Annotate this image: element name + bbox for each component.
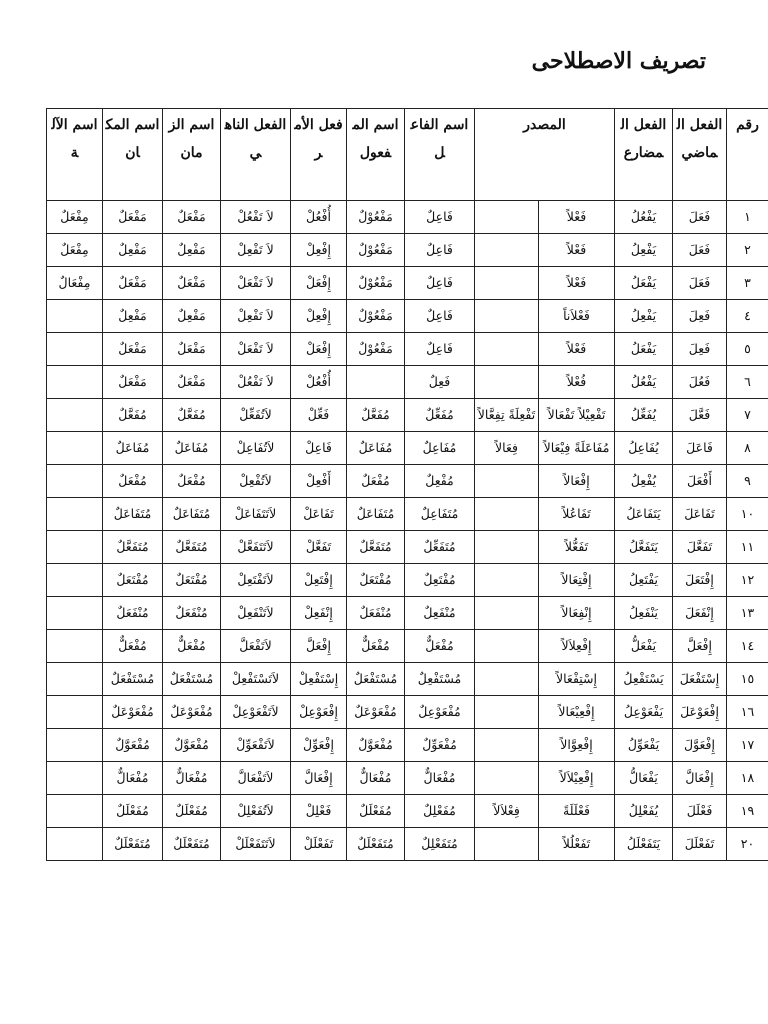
table-row xyxy=(47,399,768,432)
header-present-verb: الفعل المضارع xyxy=(615,109,673,201)
row-number: ٦ xyxy=(727,366,768,399)
noun-of-time-cell: مَفْعِلٌ xyxy=(163,300,221,333)
table-row xyxy=(47,201,768,234)
row-number: ١٤ xyxy=(727,630,768,663)
noun-of-time-cell: مَفْعَلٌ xyxy=(163,366,221,399)
masdar-alt-cell xyxy=(475,663,539,696)
active-participle-cell: مُتَفَاعِلٌ xyxy=(405,498,475,531)
masdar-alt-cell xyxy=(475,465,539,498)
table-row xyxy=(47,828,768,861)
prohibitive-cell: لاَتُفَعِّلْ xyxy=(221,399,291,432)
past-verb-cell: إِفْتَعَلَ xyxy=(673,564,727,597)
masdar-alt-cell xyxy=(475,234,539,267)
noun-of-instrument-cell xyxy=(47,366,103,399)
present-verb-cell: يُفَعْلِلُ xyxy=(615,795,673,828)
masdar-alt-cell xyxy=(475,333,539,366)
header-prohibitive: الفعل الناهي xyxy=(221,109,291,201)
noun-of-instrument-cell: مِفْعَلٌ xyxy=(47,234,103,267)
masdar-alt-cell xyxy=(475,696,539,729)
passive-participle-cell: مُفَاعَلٌ xyxy=(347,432,405,465)
imperative-cell: إِفْتَعِلْ xyxy=(291,564,347,597)
present-verb-cell: يُفْعِلُ xyxy=(615,465,673,498)
noun-of-instrument-cell xyxy=(47,498,103,531)
past-verb-cell: تَفَعْلَلَ xyxy=(673,828,727,861)
noun-of-place-cell: مَفْعَلٌ xyxy=(103,366,163,399)
noun-of-place-cell: مُفَعْلَلٌ xyxy=(103,795,163,828)
imperative-cell: أُفْعُلْ xyxy=(291,366,347,399)
present-verb-cell: يَفْعَوِّلُ xyxy=(615,729,673,762)
prohibitive-cell: لاَتَسْتَفْعِلْ xyxy=(221,663,291,696)
table-row xyxy=(47,795,768,828)
imperative-cell: إِفْعَلْ xyxy=(291,333,347,366)
masdar-alt-cell xyxy=(475,267,539,300)
prohibitive-cell: لاَ تَفْعَلْ xyxy=(221,267,291,300)
passive-participle-cell: مُفْتَعَلٌ xyxy=(347,564,405,597)
table-row xyxy=(47,696,768,729)
masdar-alt-cell xyxy=(475,597,539,630)
noun-of-time-cell: مُفَعْلَلٌ xyxy=(163,795,221,828)
present-verb-cell: يَتَفَعْلَلُ xyxy=(615,828,673,861)
active-participle-cell: فَاعِلٌ xyxy=(405,267,475,300)
passive-participle-cell: مُفَعْلَلٌ xyxy=(347,795,405,828)
table-row xyxy=(47,234,768,267)
present-verb-cell: يَفْعَالُّ xyxy=(615,762,673,795)
prohibitive-cell: لاَتَفْعَوْعِلْ xyxy=(221,696,291,729)
header-masdar: المصدر xyxy=(475,109,615,201)
masdar-main-cell: إِفْعَالاً xyxy=(539,465,615,498)
masdar-alt-cell xyxy=(475,762,539,795)
present-verb-cell: يَفْعُلُ xyxy=(615,201,673,234)
table-row xyxy=(47,432,768,465)
noun-of-time-cell: مُتَفَعَّلٌ xyxy=(163,531,221,564)
masdar-main-cell: فَعْلاً xyxy=(539,201,615,234)
noun-of-place-cell: مُفَاعَلٌ xyxy=(103,432,163,465)
noun-of-time-cell: مُفَاعَلٌ xyxy=(163,432,221,465)
imperative-cell: إِفْعَوْعِلْ xyxy=(291,696,347,729)
tasrif-table xyxy=(46,108,768,861)
prohibitive-cell: لاَتَنْفَعِلْ xyxy=(221,597,291,630)
row-number: ٢٠ xyxy=(727,828,768,861)
prohibitive-cell: لاَتُفَاعِلْ xyxy=(221,432,291,465)
row-number: ١٨ xyxy=(727,762,768,795)
imperative-cell: إِفْعَلَّ xyxy=(291,630,347,663)
passive-participle-cell: مُفْعَوَّلٌ xyxy=(347,729,405,762)
passive-participle-cell: مُفْعَوْعَلٌ xyxy=(347,696,405,729)
noun-of-time-cell: مَفْعِلٌ xyxy=(163,234,221,267)
header-active-participle: اسم الفاعل xyxy=(405,109,475,201)
past-verb-cell: فَعْلَلَ xyxy=(673,795,727,828)
imperative-cell: إِنْفَعِلْ xyxy=(291,597,347,630)
passive-participle-cell: مُفْعَلٌ xyxy=(347,465,405,498)
passive-participle-cell: مُنْفَعَلٌ xyxy=(347,597,405,630)
present-verb-cell: يَفْعُلُ xyxy=(615,366,673,399)
masdar-alt-cell xyxy=(475,366,539,399)
noun-of-instrument-cell xyxy=(47,729,103,762)
past-verb-cell: أَفْعَلَ xyxy=(673,465,727,498)
noun-of-instrument-cell xyxy=(47,432,103,465)
active-participle-cell: فَاعِلٌ xyxy=(405,234,475,267)
passive-participle-cell: مُسْتَفْعَلٌ xyxy=(347,663,405,696)
active-participle-cell: مُفْعَلٌّ xyxy=(405,630,475,663)
masdar-main-cell: إِسْتِفْعَالاً xyxy=(539,663,615,696)
noun-of-time-cell: مُفْعَلٌّ xyxy=(163,630,221,663)
prohibitive-cell: لاَتَفْعَلَّ xyxy=(221,630,291,663)
active-participle-cell: مُفْعَالٌّ xyxy=(405,762,475,795)
table-row xyxy=(47,630,768,663)
present-verb-cell: يَفْعِلُ xyxy=(615,234,673,267)
active-participle-cell: مُتَفَعِّلٌ xyxy=(405,531,475,564)
row-number: ١٥ xyxy=(727,663,768,696)
prohibitive-cell: لاَ تَفْعُلْ xyxy=(221,366,291,399)
table-row xyxy=(47,663,768,696)
masdar-alt-cell xyxy=(475,630,539,663)
masdar-main-cell: فَعْلاً xyxy=(539,267,615,300)
active-participle-cell: فَاعِلٌ xyxy=(405,201,475,234)
header-noun-of-time: اسم الزمان xyxy=(163,109,221,201)
noun-of-instrument-cell xyxy=(47,465,103,498)
imperative-cell: أُفْعُلْ xyxy=(291,201,347,234)
page-title: تصريف الاصطلاحى xyxy=(531,48,706,74)
noun-of-place-cell: مُفْعَالٌّ xyxy=(103,762,163,795)
row-number: ٤ xyxy=(727,300,768,333)
table-row xyxy=(47,564,768,597)
table-row xyxy=(47,597,768,630)
passive-participle-cell: مُفَعَّلٌ xyxy=(347,399,405,432)
passive-participle-cell: مَفْعُوْلٌ xyxy=(347,201,405,234)
active-participle-cell: فَاعِلٌ xyxy=(405,300,475,333)
passive-participle-cell: مُتَفَعْلَلٌ xyxy=(347,828,405,861)
table-row xyxy=(47,300,768,333)
header-imperative: فعل الأمر xyxy=(291,109,347,201)
noun-of-place-cell: مُنْفَعَلٌ xyxy=(103,597,163,630)
noun-of-instrument-cell xyxy=(47,333,103,366)
prohibitive-cell: لاَ تَفْعِلْ xyxy=(221,234,291,267)
past-verb-cell: تَفَاعَلَ xyxy=(673,498,727,531)
header-past-verb: الفعل الماضي xyxy=(673,109,727,201)
imperative-cell: تَفَعْلَلْ xyxy=(291,828,347,861)
prohibitive-cell: لاَ تَفْعُلْ xyxy=(221,201,291,234)
past-verb-cell: فَاعَلَ xyxy=(673,432,727,465)
imperative-cell: إِفْعِلْ xyxy=(291,234,347,267)
row-number: ٢ xyxy=(727,234,768,267)
past-verb-cell: إِفْعَوْعَلَ xyxy=(673,696,727,729)
row-number: ١٣ xyxy=(727,597,768,630)
noun-of-instrument-cell xyxy=(47,564,103,597)
row-number: ١٢ xyxy=(727,564,768,597)
past-verb-cell: فَعَلَ xyxy=(673,201,727,234)
row-number: ٥ xyxy=(727,333,768,366)
past-verb-cell: فَعَّلَ xyxy=(673,399,727,432)
noun-of-time-cell: مُفْعَلٌ xyxy=(163,465,221,498)
header-noun-of-place: اسم المكان xyxy=(103,109,163,201)
imperative-cell: إِفْعَلْ xyxy=(291,267,347,300)
noun-of-instrument-cell xyxy=(47,531,103,564)
row-number: ٨ xyxy=(727,432,768,465)
row-number: ١٩ xyxy=(727,795,768,828)
header-number: رقم xyxy=(727,109,768,201)
prohibitive-cell: لاَتَفْعَالَّ xyxy=(221,762,291,795)
imperative-cell: إِفْعَوِّلْ xyxy=(291,729,347,762)
imperative-cell: تَفَعَّلْ xyxy=(291,531,347,564)
masdar-alt-cell xyxy=(475,300,539,333)
row-number: ١٧ xyxy=(727,729,768,762)
past-verb-cell: فَعَلَ xyxy=(673,234,727,267)
noun-of-time-cell: مُفْتَعَلٌ xyxy=(163,564,221,597)
prohibitive-cell: لاَتَتَفَاعَلْ xyxy=(221,498,291,531)
header-noun-of-instrument: اسم الآلة xyxy=(47,109,103,201)
noun-of-place-cell: مُفْعَوْعَلٌ xyxy=(103,696,163,729)
noun-of-time-cell: مَفْعَلٌ xyxy=(163,201,221,234)
noun-of-place-cell: مُفْتَعَلٌ xyxy=(103,564,163,597)
noun-of-instrument-cell xyxy=(47,399,103,432)
imperative-cell: إِفْعَالَّ xyxy=(291,762,347,795)
noun-of-place-cell: مَفْعِلٌ xyxy=(103,234,163,267)
row-number: ١ xyxy=(727,201,768,234)
noun-of-instrument-cell: مِفْعَالٌ xyxy=(47,267,103,300)
imperative-cell: إِسْتَفْعِلْ xyxy=(291,663,347,696)
noun-of-instrument-cell xyxy=(47,762,103,795)
masdar-alt-cell xyxy=(475,564,539,597)
present-verb-cell: يَتَفَاعَلُ xyxy=(615,498,673,531)
prohibitive-cell: لاَ تَفْعِلْ xyxy=(221,300,291,333)
noun-of-instrument-cell xyxy=(47,300,103,333)
noun-of-place-cell: مُتَفَعْلَلٌ xyxy=(103,828,163,861)
noun-of-time-cell: مُسْتَفْعَلٌ xyxy=(163,663,221,696)
present-verb-cell: يَتَفَعَّلُ xyxy=(615,531,673,564)
passive-participle-cell: مَفْعُوْلٌ xyxy=(347,300,405,333)
masdar-main-cell: تَفَاعُلاً xyxy=(539,498,615,531)
masdar-main-cell: فُعْلاً xyxy=(539,366,615,399)
past-verb-cell: فَعُلَ xyxy=(673,366,727,399)
active-participle-cell: فَعِلٌ xyxy=(405,366,475,399)
prohibitive-cell: لاَ تَفْعَلْ xyxy=(221,333,291,366)
noun-of-place-cell: مُتَفَعَّلٌ xyxy=(103,531,163,564)
masdar-alt-cell: فِعَالاً xyxy=(475,432,539,465)
passive-participle-cell xyxy=(347,366,405,399)
active-participle-cell: مُفْتَعِلٌ xyxy=(405,564,475,597)
masdar-main-cell: مُفَاعَلَةً فِيْعَالاً xyxy=(539,432,615,465)
table-body xyxy=(47,201,768,861)
past-verb-cell: فَعَلَ xyxy=(673,267,727,300)
present-verb-cell: يَفْعَوْعِلُ xyxy=(615,696,673,729)
past-verb-cell: إِسْتَفْعَلَ xyxy=(673,663,727,696)
noun-of-place-cell: مَفْعَلٌ xyxy=(103,267,163,300)
past-verb-cell: فَعِلَ xyxy=(673,300,727,333)
past-verb-cell: تَفَعَّلَ xyxy=(673,531,727,564)
masdar-alt-cell xyxy=(475,531,539,564)
present-verb-cell: يَفْتَعِلُ xyxy=(615,564,673,597)
masdar-main-cell: فَعْلاً xyxy=(539,333,615,366)
noun-of-time-cell: مُفَعَّلٌ xyxy=(163,399,221,432)
present-verb-cell: يَفْعَلُ xyxy=(615,333,673,366)
imperative-cell: فَعِّلْ xyxy=(291,399,347,432)
passive-participle-cell: مُفْعَلٌّ xyxy=(347,630,405,663)
masdar-alt-cell xyxy=(475,828,539,861)
header-passive-participle: اسم المفعول xyxy=(347,109,405,201)
masdar-main-cell: إِفْعِيْلاَلاً xyxy=(539,762,615,795)
table-row xyxy=(47,531,768,564)
row-number: ١١ xyxy=(727,531,768,564)
masdar-main-cell: إِفْعِيْعَالاً xyxy=(539,696,615,729)
masdar-main-cell: فَعْلاَناً xyxy=(539,300,615,333)
table-row xyxy=(47,333,768,366)
noun-of-instrument-cell xyxy=(47,828,103,861)
imperative-cell: إِفْعِلْ xyxy=(291,300,347,333)
past-verb-cell: إِفْعَالَّ xyxy=(673,762,727,795)
active-participle-cell: مُفْعِلٌ xyxy=(405,465,475,498)
prohibitive-cell: لاَتَتَفَعَّلْ xyxy=(221,531,291,564)
passive-participle-cell: مَفْعُوْلٌ xyxy=(347,333,405,366)
prohibitive-cell: لاَتُفَعْلِلْ xyxy=(221,795,291,828)
row-number: ٣ xyxy=(727,267,768,300)
prohibitive-cell: لاَتَتَفَعْلَلْ xyxy=(221,828,291,861)
passive-participle-cell: مُتَفَاعَلٌ xyxy=(347,498,405,531)
active-participle-cell: مُتَفَعْلِلٌ xyxy=(405,828,475,861)
active-participle-cell: مُنْفَعِلٌ xyxy=(405,597,475,630)
noun-of-instrument-cell xyxy=(47,696,103,729)
passive-participle-cell: مَفْعُوْلٌ xyxy=(347,234,405,267)
row-number: ١٠ xyxy=(727,498,768,531)
masdar-main-cell: تَفَعُّلاً xyxy=(539,531,615,564)
noun-of-time-cell: مَفْعَلٌ xyxy=(163,333,221,366)
past-verb-cell: إِفْعَلَّ xyxy=(673,630,727,663)
row-number: ٩ xyxy=(727,465,768,498)
imperative-cell: أَفْعِلْ xyxy=(291,465,347,498)
noun-of-place-cell: مُفْعَلٌّ xyxy=(103,630,163,663)
noun-of-place-cell: مُفَعَّلٌ xyxy=(103,399,163,432)
masdar-alt-cell: فِعْلاَلاً xyxy=(475,795,539,828)
imperative-cell: فَاعِلْ xyxy=(291,432,347,465)
noun-of-place-cell: مُفْعَوَّلٌ xyxy=(103,729,163,762)
table-row xyxy=(47,465,768,498)
masdar-main-cell: إِفْتِعَالاً xyxy=(539,564,615,597)
active-participle-cell: مُفْعَوِّلٌ xyxy=(405,729,475,762)
table-row xyxy=(47,267,768,300)
noun-of-time-cell: مُتَفَاعَلٌ xyxy=(163,498,221,531)
noun-of-time-cell: مُفْعَالٌّ xyxy=(163,762,221,795)
noun-of-place-cell: مَفْعَلٌ xyxy=(103,201,163,234)
noun-of-instrument-cell xyxy=(47,795,103,828)
passive-participle-cell: مَفْعُوْلٌ xyxy=(347,267,405,300)
noun-of-place-cell: مَفْعِلٌ xyxy=(103,300,163,333)
masdar-main-cell: إِفْعِوَّالاً xyxy=(539,729,615,762)
present-verb-cell: يَفْعِلُ xyxy=(615,300,673,333)
present-verb-cell: يَفْعَلُ xyxy=(615,267,673,300)
noun-of-instrument-cell xyxy=(47,597,103,630)
passive-participle-cell: مُتَفَعَّلٌ xyxy=(347,531,405,564)
active-participle-cell: فَاعِلٌ xyxy=(405,333,475,366)
masdar-alt-cell xyxy=(475,498,539,531)
passive-participle-cell: مُفْعَالٌّ xyxy=(347,762,405,795)
masdar-main-cell: تَفْعِيْلاً تَفْعَالاً xyxy=(539,399,615,432)
table-row xyxy=(47,498,768,531)
masdar-main-cell: فَعْلاً xyxy=(539,234,615,267)
row-number: ٧ xyxy=(727,399,768,432)
present-verb-cell: يَفْعَلُّ xyxy=(615,630,673,663)
noun-of-instrument-cell: مِفْعَلٌ xyxy=(47,201,103,234)
noun-of-time-cell: مَفْعَلٌ xyxy=(163,267,221,300)
active-participle-cell: مُفَعِّلٌ xyxy=(405,399,475,432)
noun-of-time-cell: مُفْعَوَّلٌ xyxy=(163,729,221,762)
table-row xyxy=(47,729,768,762)
masdar-main-cell: إِنْفِعَالاً xyxy=(539,597,615,630)
masdar-alt-cell: تَفْعِلَةً تِفِعَّالاً xyxy=(475,399,539,432)
imperative-cell: تَفَاعَلْ xyxy=(291,498,347,531)
noun-of-time-cell: مُتَفَعْلَلٌ xyxy=(163,828,221,861)
table-row xyxy=(47,762,768,795)
row-number: ١٦ xyxy=(727,696,768,729)
active-participle-cell: مُسْتَفْعِلٌ xyxy=(405,663,475,696)
masdar-alt-cell xyxy=(475,201,539,234)
noun-of-time-cell: مُنْفَعَلٌ xyxy=(163,597,221,630)
active-participle-cell: مُفَاعِلٌ xyxy=(405,432,475,465)
noun-of-place-cell: مُتَفَاعَلٌ xyxy=(103,498,163,531)
noun-of-instrument-cell xyxy=(47,663,103,696)
past-verb-cell: إِفْعَوَّلَ xyxy=(673,729,727,762)
active-participle-cell: مُفْعَوْعِلٌ xyxy=(405,696,475,729)
present-verb-cell: يُفَعِّلُ xyxy=(615,399,673,432)
noun-of-instrument-cell xyxy=(47,630,103,663)
noun-of-place-cell: مَفْعَلٌ xyxy=(103,333,163,366)
prohibitive-cell: لاَتَفْتَعِلْ xyxy=(221,564,291,597)
masdar-main-cell: فَعْلَلَةً xyxy=(539,795,615,828)
masdar-main-cell: إِفْعِلاَلاً xyxy=(539,630,615,663)
noun-of-place-cell: مُفْعَلٌ xyxy=(103,465,163,498)
table-row xyxy=(47,366,768,399)
past-verb-cell: فَعِلَ xyxy=(673,333,727,366)
present-verb-cell: يُفَاعِلُ xyxy=(615,432,673,465)
past-verb-cell: إِنْفَعَلَ xyxy=(673,597,727,630)
prohibitive-cell: لاَتُفْعِلْ xyxy=(221,465,291,498)
present-verb-cell: يَسْتَفْعِلُ xyxy=(615,663,673,696)
masdar-alt-cell xyxy=(475,729,539,762)
table-header-row xyxy=(47,109,768,201)
prohibitive-cell: لاَتَفْعَوِّلْ xyxy=(221,729,291,762)
masdar-main-cell: تَفَعْلُلاً xyxy=(539,828,615,861)
noun-of-time-cell: مُفْعَوْعَلٌ xyxy=(163,696,221,729)
active-participle-cell: مُفَعْلِلٌ xyxy=(405,795,475,828)
noun-of-place-cell: مُسْتَفْعَلٌ xyxy=(103,663,163,696)
imperative-cell: فَعْلِلْ xyxy=(291,795,347,828)
present-verb-cell: يَنْفَعِلُ xyxy=(615,597,673,630)
